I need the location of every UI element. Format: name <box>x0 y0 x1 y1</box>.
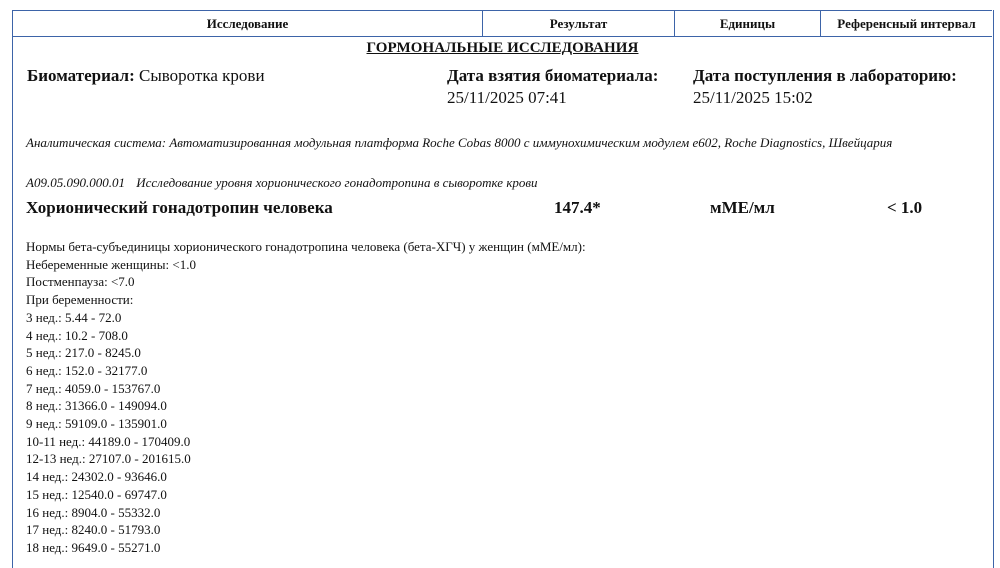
norms-pregnancy-heading: При беременности: <box>26 292 134 308</box>
sample-taken-block <box>447 65 658 109</box>
header-reference: Референсный интервал <box>837 15 976 31</box>
sample-taken-label: Дата взятия биоматериала: <box>447 66 659 85</box>
norms-week-row: 12-13 нед.: 27107.0 - 201615.0 <box>26 451 191 467</box>
norms-week-row: 5 нед.: 217.0 - 8245.0 <box>26 345 141 361</box>
analytical-system: Аналитическая система: Автоматизированная модульная платформа Roche Cobas 8000 с иммунохимическим модулем e602, Roche Diagnostics, Швейцария <box>26 135 893 150</box>
norms-week-row: 3 нед.: 5.44 - 72.0 <box>26 309 122 325</box>
test-description: Исследование уровня хорионического гонадотропина в сыворотке крови <box>136 175 538 190</box>
norms-week-row: 18 нед.: 9649.0 - 55271.0 <box>26 539 161 555</box>
norms-non-pregnant: Небеременные женщины: <1.0 <box>26 256 196 272</box>
biomaterial-block <box>27 65 265 87</box>
result-units: мМЕ/мл <box>710 198 775 217</box>
norms-week-row: 8 нед.: 31366.0 - 149094.0 <box>26 398 167 414</box>
result-value: 147.4* <box>554 198 601 217</box>
section-title: ГОРМОНАЛЬНЫЕ ИССЛЕДОВАНИЯ <box>366 40 639 56</box>
test-code-line <box>26 174 546 192</box>
norms-week-row: 7 нед.: 4059.0 - 153767.0 <box>26 380 161 396</box>
biomaterial-label: Биоматериал: <box>27 66 135 85</box>
test-code: A09.05.090.000.01 <box>26 175 125 190</box>
norms-week-row: 4 нед.: 10.2 - 708.0 <box>26 327 128 343</box>
biomaterial-value: Сыворотка крови <box>138 66 265 85</box>
result-name: Хорионический гонадотропин человека <box>26 198 333 217</box>
norms-week-row: 9 нед.: 59109.0 - 135901.0 <box>26 416 167 432</box>
norms-week-row: 17 нед.: 8240.0 - 51793.0 <box>26 522 161 538</box>
norms-postmenopause: Постменпауза: <7.0 <box>26 274 135 290</box>
norms-week-row: 16 нед.: 8904.0 - 55332.0 <box>26 504 161 520</box>
sample-received-value: 25/11/2025 15:02 <box>693 88 813 107</box>
table-header <box>13 10 992 37</box>
header-test: Исследование <box>13 11 483 36</box>
result-reference: < 1.0 <box>887 198 923 217</box>
sample-received-block <box>693 65 957 109</box>
reference-norms <box>26 238 586 557</box>
sample-received-label: Дата поступления в лабораторию: <box>693 66 957 85</box>
lab-report-sheet <box>12 10 994 568</box>
norms-week-row: 10-11 нед.: 44189.0 - 170409.0 <box>26 433 191 449</box>
header-units: Единицы <box>675 11 821 36</box>
norms-heading: Нормы бета-субъединицы хорионического гонадотропина человека (бета-ХГЧ) у женщин (мМЕ/мл): <box>26 239 586 254</box>
sample-taken-value: 25/11/2025 07:41 <box>447 88 567 107</box>
header-result: Результат <box>483 11 675 36</box>
norms-week-row: 14 нед.: 24302.0 - 93646.0 <box>26 469 167 485</box>
result-row <box>13 198 992 222</box>
norms-week-row: 15 нед.: 12540.0 - 69747.0 <box>26 486 167 502</box>
norms-week-row: 6 нед.: 152.0 - 32177.0 <box>26 362 148 378</box>
